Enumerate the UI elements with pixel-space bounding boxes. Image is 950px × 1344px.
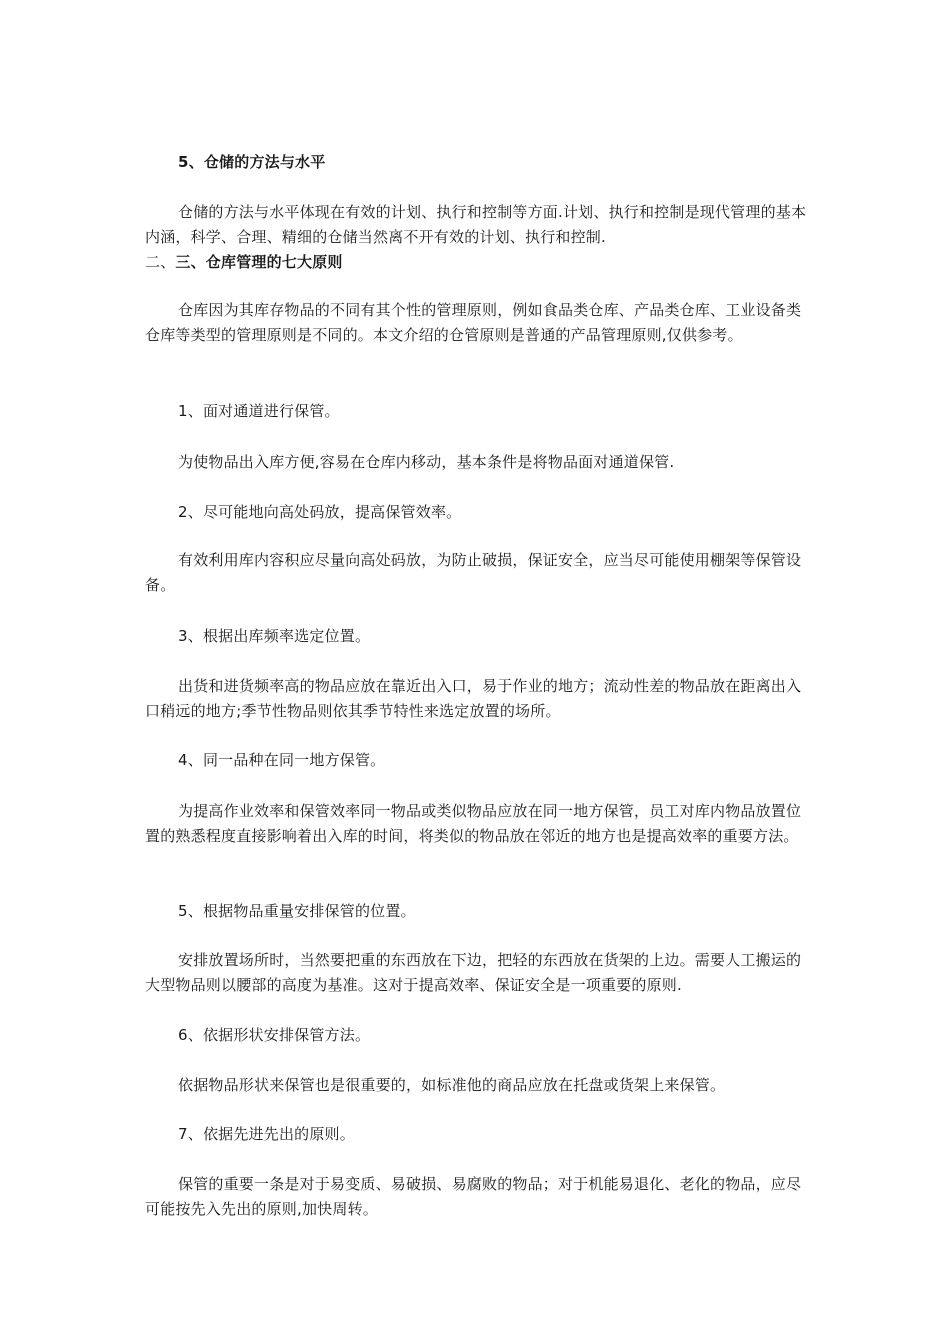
principle-body-5: 安排放置场所时，当然要把重的东西放在下边，把轻的东西放在货架的上边。需要人工搬运的大型物品则以腰部的高度为基准。这对于提高效率、保证安全是一项重要的原则. — [145, 951, 802, 994]
heading-number: 5 — [178, 153, 189, 171]
principle-title-3: 3、根据出库频率选定位置。 — [178, 627, 371, 645]
principle-title-5: 5、根据物品重量安排保管的位置。 — [178, 902, 416, 920]
heading-text: 、仓储的方法与水平 — [188, 153, 326, 171]
principle-body-2: 有效利用库内容积应尽量向高处码放，为防止破损，保证安全，应当尽可能使用棚架等保管设备。 — [145, 551, 802, 594]
section-heading-seven-principles — [145, 250, 810, 275]
principle-body-1: 为使物品出入库方便,容易在仓库内移动，基本条件是将物品面对通道保管. — [178, 453, 675, 471]
principle-title-7: 7、依据先进先出的原则。 — [178, 1125, 355, 1143]
principle-title-4: 4、同一品种在同一地方保管。 — [178, 751, 386, 769]
principle-body-3: 出货和进货频率高的物品应放在靠近出入口，易于作业的地方；流动性差的物品放在距离出入口稍远的地方;季节性物品则依其季节特性来选定放置的场所。 — [145, 677, 802, 720]
principle-title-6: 6、依据形状安排保管方法。 — [178, 1026, 371, 1044]
paragraph-intro: 仓库因为其库存物品的不同有其个性的管理原则，例如食品类仓库、产品类仓库、工业设备类仓库等类型的管理原则是不同的。本文介绍的仓管原则是普通的产品管理原则,仅供参考。 — [145, 301, 802, 344]
principle-title-2: 2、尽可能地向高处码放，提高保管效率。 — [178, 503, 462, 521]
principle-body-6: 依据物品形状来保管也是很重要的，如标准他的商品应放在托盘或货架上来保管。 — [178, 1076, 726, 1094]
paragraph-warehouse-methods: 仓储的方法与水平体现在有效的计划、执行和控制等方面.计划、执行和控制是现代管理的基本内涵，科学、合理、精细的仓储当然离不开有效的计划、执行和控制. — [145, 203, 807, 246]
principle-body-4: 为提高作业效率和保管效率同一物品或类似物品应放在同一地方保管，员工对库内物品放置位置的熟悉程度直接影响着出入库的时间，将类似的物品放在邻近的地方也是提高效率的重要方法。 — [145, 802, 802, 845]
section-heading-warehouse-methods — [145, 150, 810, 175]
principle-title-1: 1、面对通道进行保管。 — [178, 402, 340, 420]
principle-body-7: 保管的重要一条是对于易变质、易破损、易腐败的物品；对于机能易退化、老化的物品，应尽可能按先入先出的原则,加快周转。 — [145, 1175, 802, 1218]
heading-prefix: 二、 — [145, 253, 176, 271]
heading-text: 三、仓库管理的七大原则 — [175, 253, 343, 271]
